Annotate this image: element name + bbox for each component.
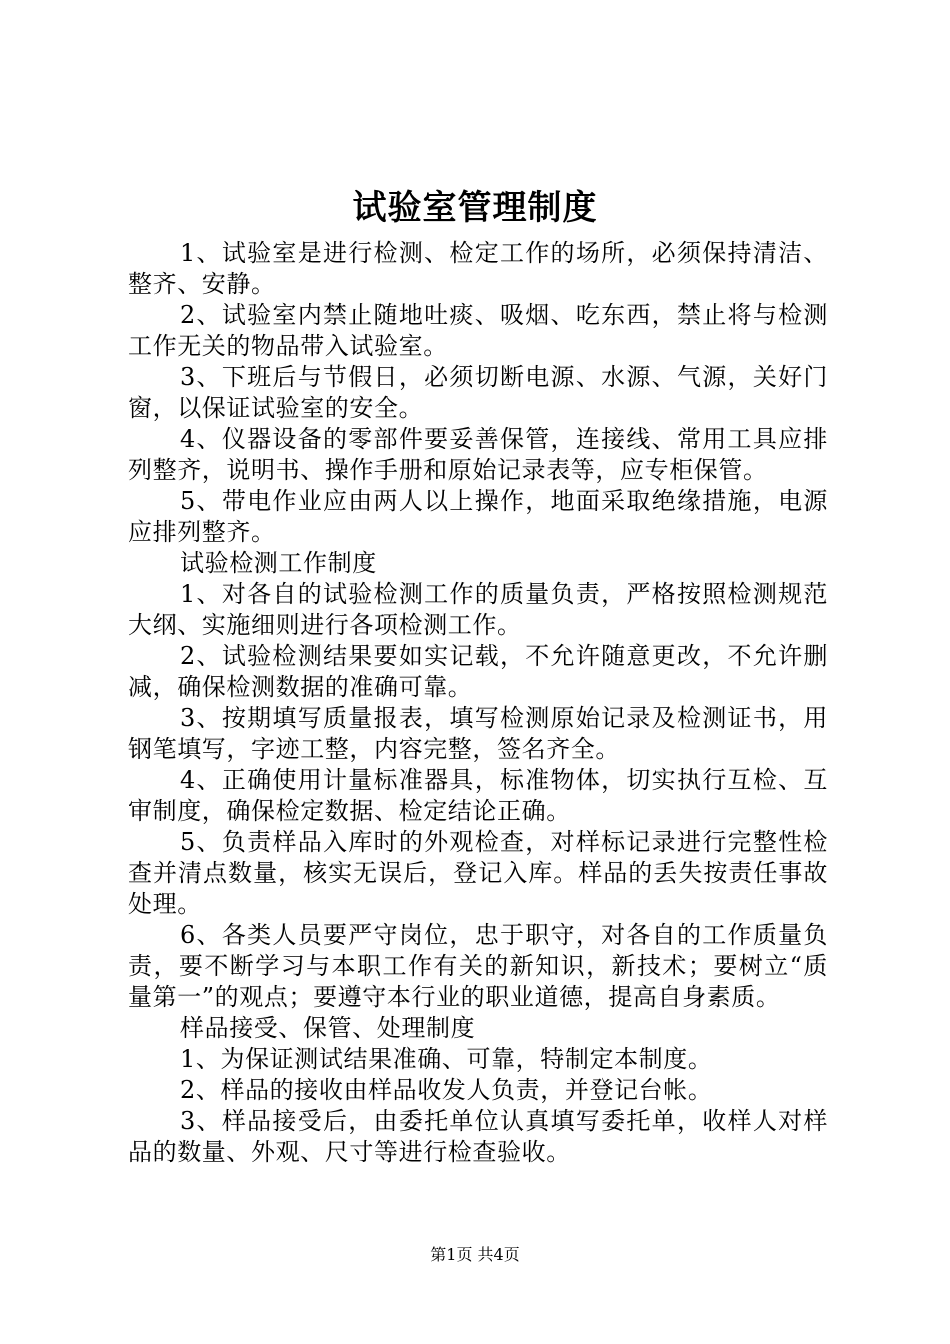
paragraph: 5、负责样品入库时的外观检查，对样标记录进行完整性检查并清点数量，核实无误后，登记入库。样品的丢失按责任事故处理。: [128, 828, 828, 918]
paragraph: 1、试验室是进行检测、检定工作的场所，必须保持清洁、整齐、安静。: [128, 239, 828, 298]
paragraph: 3、下班后与节假日，必须切断电源、水源、气源，关好门窗，以保证试验室的安全。: [128, 363, 828, 422]
paragraph: 4、正确使用计量标准器具，标准物体，切实执行互检、互审制度，确保检定数据、检定结论正确。: [128, 766, 828, 825]
paragraph: 4、仪器设备的零部件要妥善保管，连接线、常用工具应排列整齐，说明书、操作手册和原始记录表等，应专柜保管。: [128, 425, 828, 484]
paragraph: 2、试验检测结果要如实记载，不允许随意更改，不允许删减，确保检测数据的准确可靠。: [128, 642, 828, 701]
paragraph: 1、为保证测试结果准确、可靠，特制定本制度。: [180, 1045, 713, 1073]
section-heading: 样品接受、保管、处理制度: [180, 1014, 476, 1042]
document-title: 试验室管理制度: [352, 188, 598, 228]
paragraph: 6、各类人员要严守岗位，忠于职守，对各自的工作质量负责，要不断学习与本职工作有关的新知识，新技术；要树立“质量第一”的观点；要遵守本行业的职业道德，提高自身素质。: [128, 921, 828, 1011]
paragraph: 2、样品的接收由样品收发人负责，并登记台帐。: [180, 1076, 713, 1104]
paragraph: 3、样品接受后，由委托单位认真填写委托单，收样人对样品的数量、外观、尺寸等进行检查验收。: [128, 1107, 828, 1166]
paragraph: 2、试验室内禁止随地吐痰、吸烟、吃东西，禁止将与检测工作无关的物品带入试验室。: [128, 301, 828, 360]
page-footer: 第1页 共4页: [430, 1245, 520, 1264]
document-body: [128, 238, 828, 1168]
paragraph: 5、带电作业应由两人以上操作，地面采取绝缘措施，电源应排列整齐。: [128, 487, 828, 546]
section-heading: 试验检测工作制度: [180, 549, 377, 577]
paragraph: 3、按期填写质量报表，填写检测原始记录及检测证书，用钢笔填写，字迹工整，内容完整，签名齐全。: [128, 704, 828, 763]
paragraph: 1、对各自的试验检测工作的质量负责，严格按照检测规范大纲、实施细则进行各项检测工作。: [128, 580, 828, 639]
